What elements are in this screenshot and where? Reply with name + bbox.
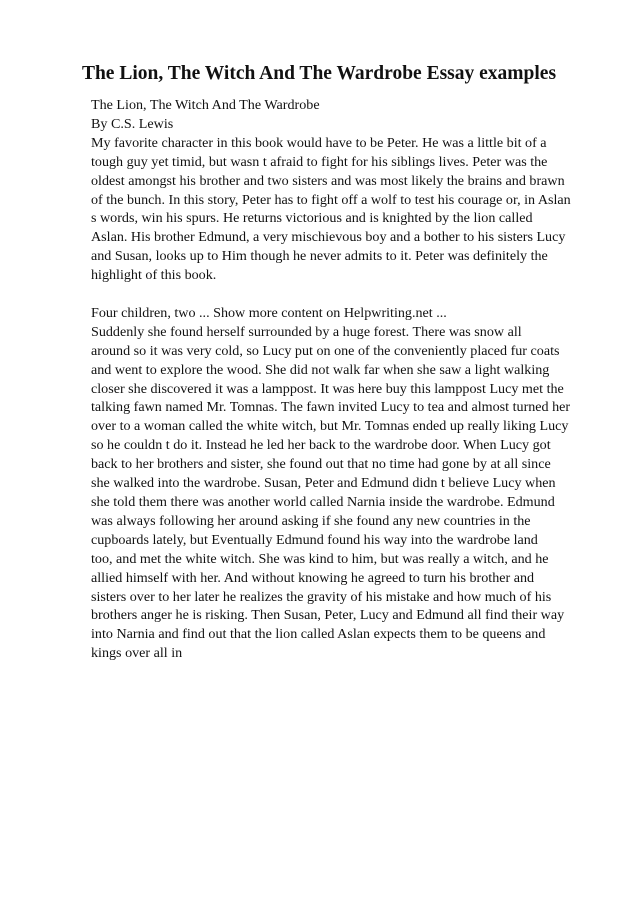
text-line: back to her brothers and sister, she found out that no time had gone by at all since (91, 456, 551, 473)
paragraph-1 (91, 134, 596, 285)
text-line: was always following her around asking if she found any new countries in the (91, 512, 531, 529)
text-line: s words, win his spurs. He returns victorious and is knighted by the lion called (91, 210, 533, 227)
text-line: My favorite character in this book would have to be Peter. He was a little bit of a (91, 134, 547, 151)
text-line: around so it was very cold, so Lucy put on one of the conveniently placed fur coats (91, 342, 560, 359)
text-line: of the bunch. In this story, Peter has to fight off a wolf to test his courage or, in Aslan (91, 191, 571, 208)
text-line: too, and met the white witch. She was kind to him, but was really a witch, and he (91, 550, 549, 567)
paragraph-gap (91, 285, 596, 304)
text-line: she walked into the wardrobe. Susan, Peter and Edmund didn t believe Lucy when (91, 475, 556, 492)
paragraph-2 (91, 304, 596, 663)
text-line: closer she discovered it was a lamppost. It was here buy this lamppost Lucy met the (91, 380, 564, 397)
text-line: cupboards lately, but Eventually Edmund found his way into the wardrobe land (91, 531, 538, 548)
document-title: The Lion, The Witch And The Wardrobe Essay examples (81, 63, 557, 84)
text-line: allied himself with her. And without knowing he agreed to turn his brother and (91, 569, 535, 586)
text-line: so he couldn t do it. Instead he led her back to the wardrobe door. When Lucy got (91, 437, 551, 454)
text-line: Suddenly she found herself surrounded by a huge forest. There was snow all (91, 323, 522, 340)
text-line: into Narnia and find out that the lion called Aslan expects them to be queens and (91, 626, 546, 643)
text-line: Aslan. His brother Edmund, a very mischievous boy and a bother to his sisters Lucy (91, 229, 566, 246)
text-line: and went to explore the wood. She did not walk far when she saw a light walking (91, 361, 550, 378)
text-line: tough guy yet timid, but wasn t afraid to fight for his siblings lives. Peter was the (91, 153, 548, 170)
text-line: Four children, two ... Show more content on Helpwriting.net ... (91, 304, 447, 321)
text-line: and Susan, looks up to Him though he never admits to it. Peter was definitely the (91, 248, 548, 265)
text-line: oldest amongst his brother and two sisters and was most likely the brains and brawn (91, 172, 565, 189)
document-body (91, 96, 596, 663)
text-line: she told them there was another world called Narnia inside the wardrobe. Edmund (91, 494, 555, 511)
text-line: over to a woman called the white witch, but Mr. Tomnas ended up really liking Lucy (91, 418, 569, 435)
text-line: kings over all in (91, 645, 183, 662)
book-title-line: The Lion, The Witch And The Wardrobe (91, 97, 320, 113)
text-line: brothers anger he is risking. Then Susan, Peter, Lucy and Edmund all find their way (91, 607, 565, 624)
text-line: sisters over to her later he realizes the gravity of his mistake and how much of his (91, 588, 552, 605)
text-line: talking fawn named Mr. Tomnas. The fawn invited Lucy to tea and almost turned her (91, 399, 571, 416)
author-line: By C.S. Lewis (91, 115, 174, 132)
text-line: highlight of this book. (91, 267, 217, 284)
